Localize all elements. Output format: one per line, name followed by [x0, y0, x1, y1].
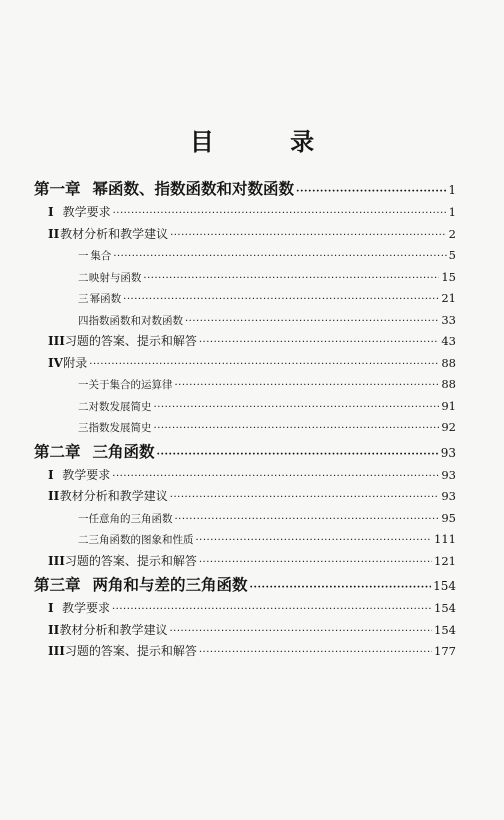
toc-page-number: 93 — [441, 467, 456, 482]
toc-row-subsection — [34, 508, 456, 530]
toc-number: 二 — [78, 400, 89, 413]
toc-number: I — [48, 205, 54, 219]
toc-number: 二 — [78, 534, 89, 546]
toc-page-number: 93 — [441, 489, 456, 503]
toc-label: 三角函数 — [92, 441, 155, 461]
toc-number: 一 — [78, 512, 89, 525]
toc-number: I — [48, 601, 54, 615]
toc-number: III — [48, 553, 65, 568]
toc-number: 三 — [78, 293, 89, 305]
toc-page-number: 33 — [441, 312, 456, 327]
toc-number: III — [48, 334, 65, 348]
toc-page-number: 5 — [448, 248, 456, 262]
toc-number: IV — [48, 355, 63, 370]
toc-page-number: 93 — [440, 445, 456, 460]
toc-number: III — [48, 644, 65, 658]
toc-row-section — [34, 551, 456, 573]
dot-leader — [154, 418, 440, 440]
toc-number: II — [48, 489, 60, 503]
toc-page-number: 154 — [434, 601, 456, 615]
toc-number: I — [48, 467, 54, 482]
toc-label: 教学要求 — [62, 205, 111, 219]
toc-row-subsection — [34, 288, 456, 310]
toc-number: 第二章 — [34, 441, 81, 461]
toc-row-section — [34, 620, 456, 642]
dot-leader — [154, 397, 440, 419]
toc-row-section — [34, 641, 456, 663]
toc-row-subsection — [34, 310, 456, 332]
toc-row-section — [34, 465, 456, 487]
toc-page-number: 43 — [441, 334, 456, 348]
toc-label: 教材分析和教学建议 — [59, 622, 168, 637]
dot-leader — [175, 509, 440, 531]
toc-label: 幂函数、指数函数和对数函数 — [92, 179, 295, 198]
toc-page-number: 1 — [448, 183, 456, 197]
toc-label: 关于集合的运算律 — [88, 379, 173, 391]
toc-label: 教学要求 — [61, 601, 110, 615]
toc-row-chapter — [34, 572, 456, 598]
toc-row-chapter — [34, 439, 456, 465]
toc-page-number: 21 — [441, 291, 456, 305]
toc-label: 两角和与差的三角函数 — [92, 575, 248, 594]
dot-leader — [170, 225, 447, 247]
toc-page-number: 88 — [441, 355, 456, 370]
dot-leader — [123, 289, 439, 311]
toc-label: 三角函数的图象和性质 — [88, 534, 194, 546]
toc-label: 附录 — [63, 355, 88, 370]
dot-leader — [89, 354, 439, 376]
toc-row-chapter — [34, 176, 456, 202]
toc-row-subsection — [34, 529, 456, 551]
toc-number: II — [48, 622, 60, 637]
toc-page-number: 2 — [448, 226, 456, 241]
dot-leader — [296, 179, 446, 205]
toc-number: II — [48, 226, 60, 241]
toc-page-number: 95 — [441, 510, 456, 525]
toc-page-number: 177 — [434, 644, 456, 658]
toc-page-number: 121 — [434, 553, 456, 568]
toc-page-number: 92 — [441, 420, 456, 434]
toc-label: 习题的答案、提示和解答 — [64, 644, 197, 658]
dot-leader — [250, 575, 432, 601]
dot-leader — [185, 311, 439, 333]
dot-leader — [199, 332, 440, 354]
toc-page-number: 111 — [434, 532, 456, 546]
dot-leader — [199, 642, 432, 664]
toc-number: 三 — [78, 422, 89, 434]
toc-label: 映射与函数 — [88, 271, 142, 284]
toc-row-subsection — [34, 396, 456, 418]
toc-label: 教学要求 — [62, 467, 111, 482]
toc-number: 一 — [78, 250, 89, 262]
toc-number: 四 — [78, 314, 89, 327]
toc-label: 习题的答案、提示和解答 — [64, 334, 197, 348]
toc-label: 教材分析和教学建议 — [60, 226, 169, 241]
toc-row-section — [34, 224, 456, 246]
toc-label: 幂函数 — [89, 293, 122, 305]
toc-label: 习题的答案、提示和解答 — [64, 553, 197, 568]
toc-label: 对数发展简史 — [88, 400, 152, 413]
toc-label: 教材分析和教学建议 — [59, 489, 168, 503]
toc-row-section — [34, 202, 456, 224]
toc-page-number: 1 — [448, 205, 456, 219]
page-title: 目 录 — [189, 127, 349, 156]
toc-row-subsection — [34, 245, 456, 267]
toc-page-number: 15 — [441, 269, 456, 284]
toc-label: 集合 — [90, 250, 112, 262]
toc-number: 第三章 — [34, 575, 81, 594]
toc-page-number: 154 — [434, 622, 456, 637]
dot-leader — [113, 246, 446, 268]
dot-leader — [170, 487, 440, 509]
toc-row-section — [34, 353, 456, 375]
toc-number: 二 — [78, 271, 89, 284]
toc-number: 一 — [78, 379, 89, 391]
table-of-contents — [34, 176, 456, 663]
dot-leader — [112, 466, 439, 488]
dot-leader — [199, 552, 432, 574]
dot-leader — [157, 442, 439, 468]
toc-row-subsection — [34, 267, 456, 289]
dot-leader — [113, 203, 447, 225]
dot-leader — [196, 530, 433, 552]
dot-leader — [175, 375, 440, 397]
dot-leader — [112, 599, 432, 621]
dot-leader — [169, 621, 432, 643]
toc-row-subsection — [34, 417, 456, 439]
toc-row-subsection — [34, 374, 456, 396]
toc-row-section — [34, 598, 456, 620]
toc-label: 任意角的三角函数 — [88, 512, 173, 525]
toc-label: 指数函数和对数函数 — [88, 314, 183, 327]
toc-page-number: 91 — [441, 398, 456, 413]
dot-leader — [143, 268, 439, 290]
toc-number: 第一章 — [34, 179, 81, 198]
toc-page-number: 88 — [441, 377, 456, 391]
toc-row-section — [34, 331, 456, 353]
toc-label: 指数发展简史 — [88, 422, 152, 434]
toc-page-number: 154 — [433, 579, 456, 593]
toc-row-section — [34, 486, 456, 508]
